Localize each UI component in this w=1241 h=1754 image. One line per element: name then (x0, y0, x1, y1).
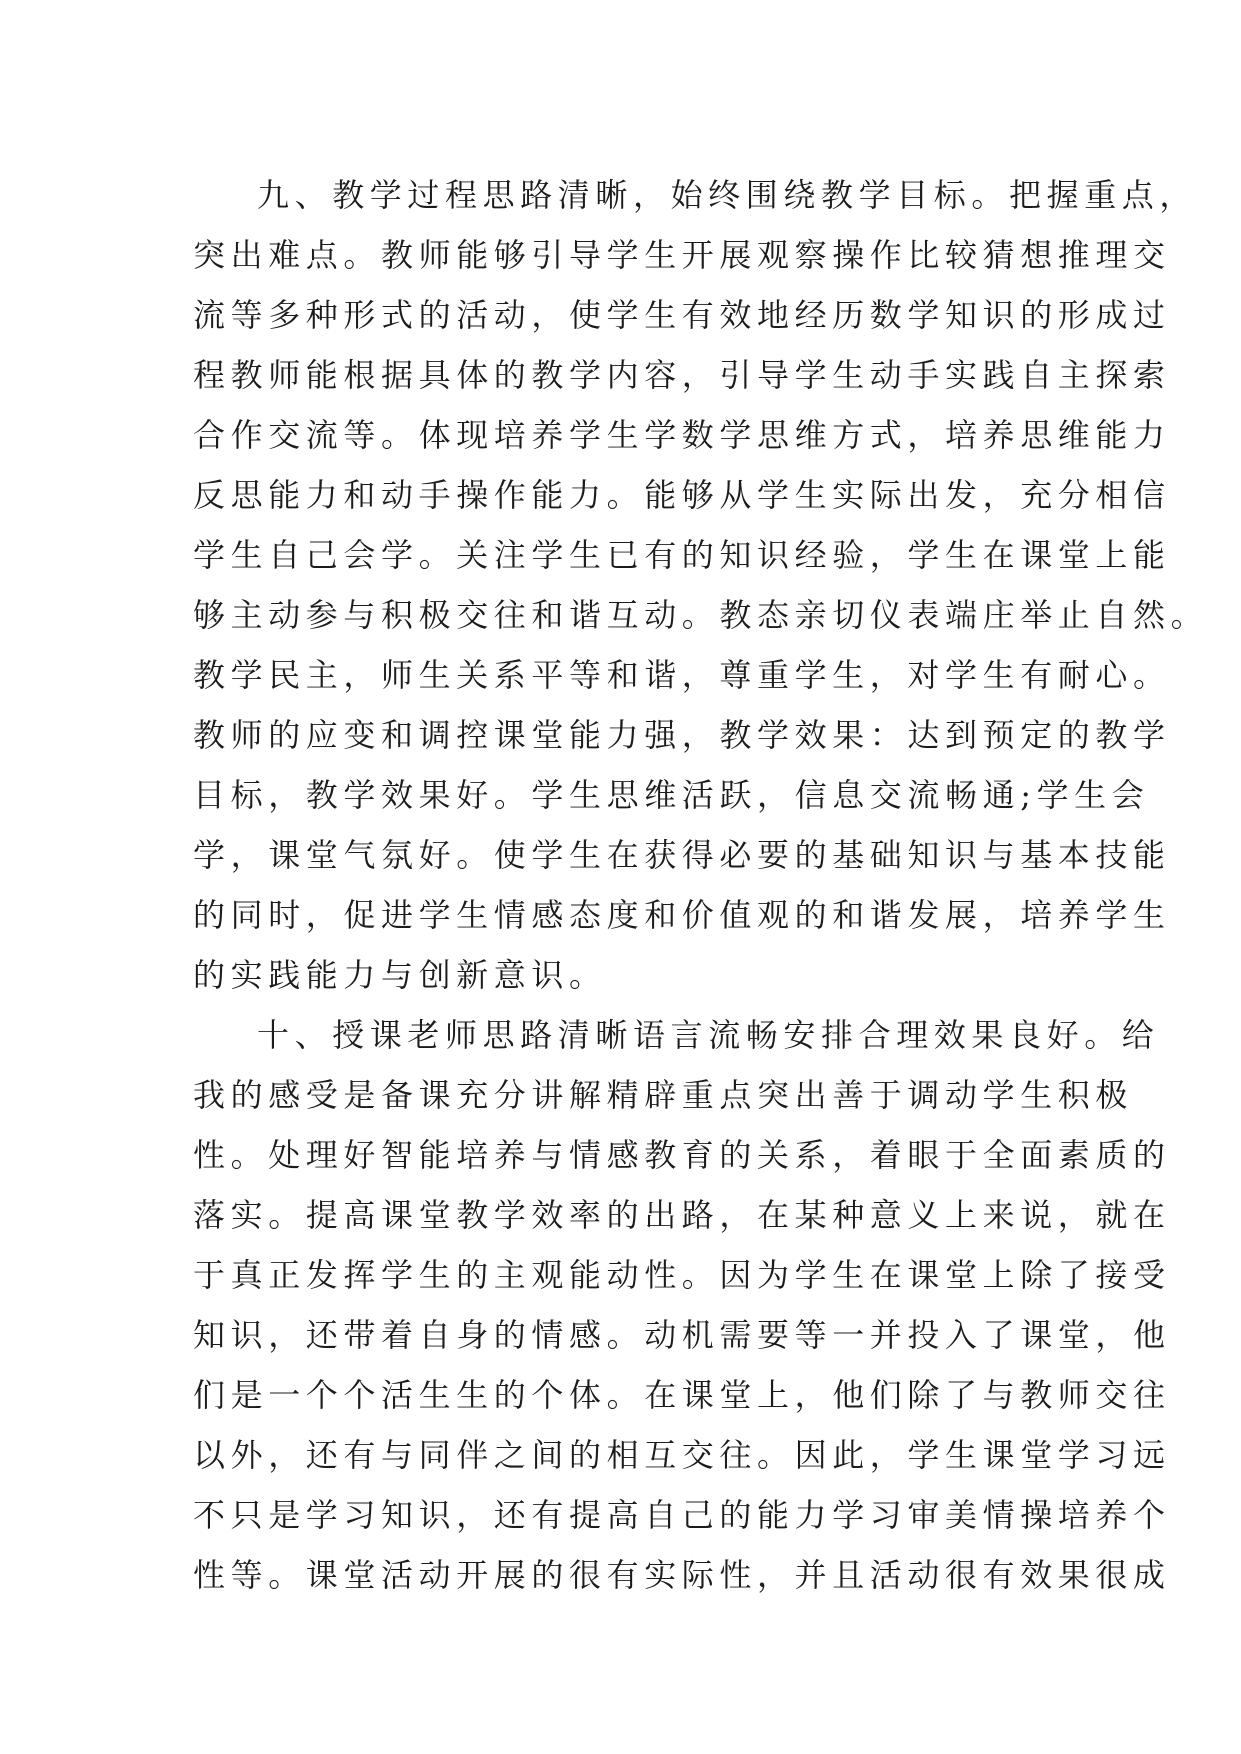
text-line: 十、授课老师思路清晰语言流畅安排合理效果良好。给 (257, 1016, 1160, 1054)
text-line: 以外，还有与同伴之间的相互交往。因此，学生课堂学习远 (193, 1436, 1171, 1474)
text-line: 学生自己会学。关注学生已有的知识经验，学生在课堂上能 (193, 536, 1171, 574)
text-line: 的同时，促进学生情感态度和价值观的和谐发展，培养学生 (193, 896, 1171, 934)
text-line: 知识，还带着自身的情感。动机需要等一并投入了课堂，他 (193, 1316, 1171, 1354)
text-line: 们是一个个活生生的个体。在课堂上，他们除了与教师交往 (193, 1376, 1171, 1414)
body-text (193, 165, 1209, 1605)
text-line: 学，课堂气氛好。使学生在获得必要的基础知识与基本技能 (193, 836, 1171, 874)
text-line: 突出难点。教师能够引导学生开展观察操作比较猜想推理交 (193, 236, 1171, 274)
text-line: 落实。提高课堂教学效率的出路，在某种意义上来说，就在 (193, 1196, 1171, 1234)
text-line: 流等多种形式的活动，使学生有效地经历数学知识的形成过 (193, 296, 1171, 334)
text-line: 九、教学过程思路清晰，始终围绕教学目标。把握重点， (257, 176, 1198, 214)
paragraph-9 (193, 165, 1209, 1005)
text-line: 我的感受是备课充分讲解精辟重点突出善于调动学生积极 (193, 1076, 1134, 1114)
text-line: 性等。课堂活动开展的很有实际性，并且活动很有效果很成 (193, 1556, 1171, 1594)
text-line: 够主动参与积极交往和谐互动。教态亲切仪表端庄举止自然。 (193, 596, 1209, 634)
text-line: 的实践能力与创新意识。 (193, 956, 607, 994)
text-line: 反思能力和动手操作能力。能够从学生实际出发，充分相信 (193, 476, 1171, 514)
text-line: 教师的应变和调控课堂能力强，教学效果：达到预定的教学 (193, 716, 1171, 754)
text-line: 程教师能根据具体的教学内容，引导学生动手实践自主探索 (193, 356, 1171, 394)
text-line: 不只是学习知识，还有提高自己的能力学习审美情操培养个 (193, 1496, 1171, 1534)
text-line: 合作交流等。体现培养学生学数学思维方式，培养思维能力 (193, 416, 1171, 454)
text-line: 教学民主，师生关系平等和谐，尊重学生，对学生有耐心。 (193, 656, 1171, 694)
text-line: 性。处理好智能培养与情感教育的关系，着眼于全面素质的 (193, 1136, 1171, 1174)
paragraph-10 (193, 1005, 1171, 1605)
text-line: 于真正发挥学生的主观能动性。因为学生在课堂上除了接受 (193, 1256, 1171, 1294)
text-line: 目标，教学效果好。学生思维活跃，信息交流畅通;学生会 (193, 776, 1150, 814)
